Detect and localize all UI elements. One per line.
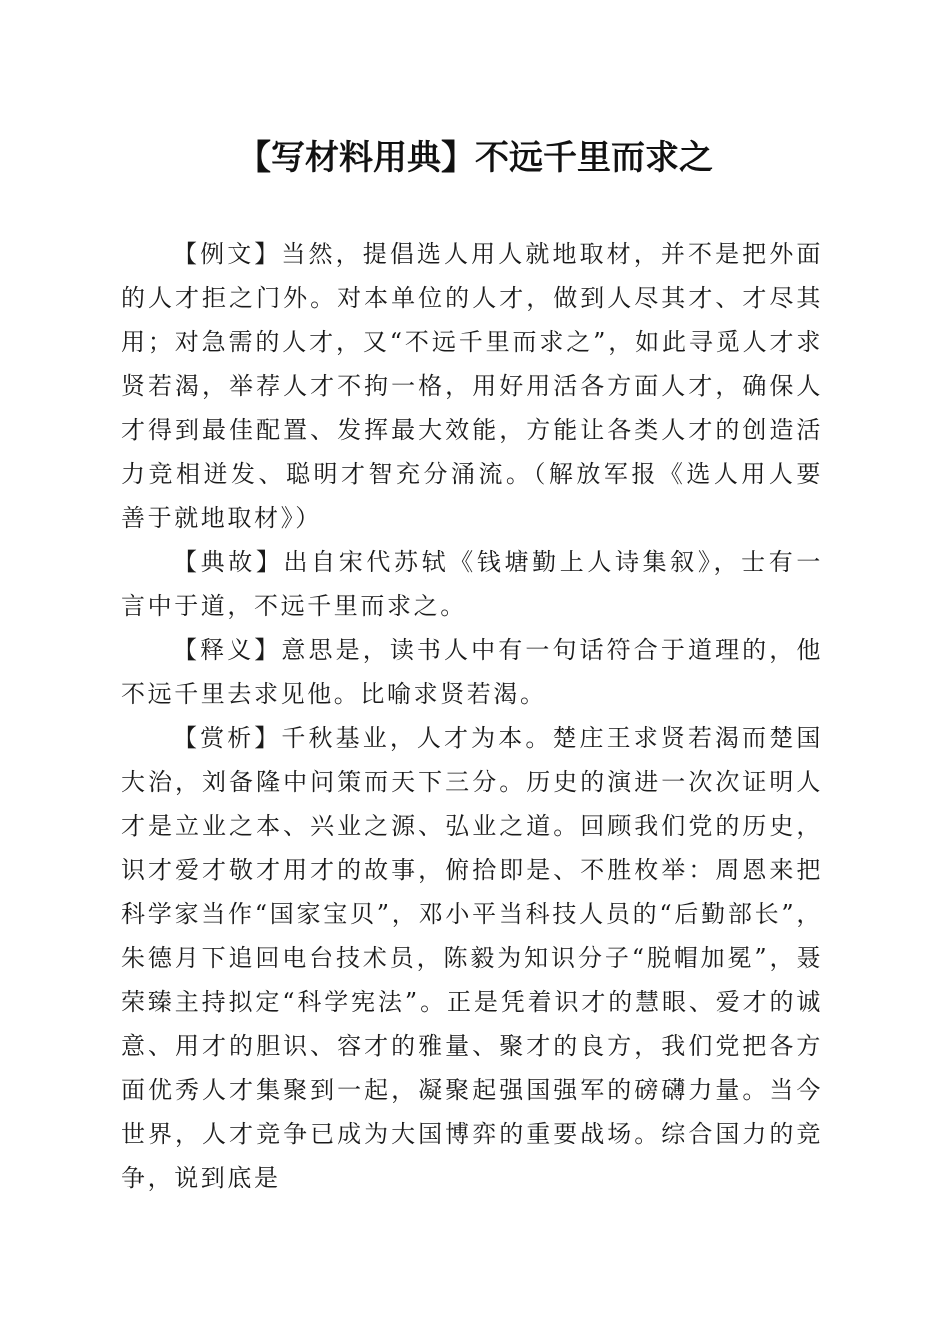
paragraph-meaning: 【释义】意思是，读书人中有一句话符合于道理的，他不远千里去求见他。比喻求贤若渴。 — [121, 636, 823, 708]
paragraph-appreciation: 【赏析】千秋基业，人才为本。楚庄王求贤若渴而楚国大治，刘备隆中问策而天下三分。历史的演进一次次证明人才是立业之本、兴业之源、弘业之道。回顾我们党的历史，识才爱才敬才用才的故事，俯拾即是、不胜枚举：周恩来把科学家当作“国家宝贝”，邓小平当科技人员的“后勤部长”，朱德月下追回电台技术员，陈毅为知识分子“脱帽加冕”，聂荣臻主持拟定“科学宪法”。正是凭着识才的慧眼、爱才的诚意、用才的胆识、容才的雅量、聚才的良方，我们党把各方面优秀人才集聚到一起，凝聚起强国强军的磅礴力量。当今世界，人才竞争已成为大国博弈的重要战场。综合国力的竞争，说到底是 — [121, 724, 823, 1192]
paragraph-allusion: 【典故】出自宋代苏轼《钱塘勤上人诗集叙》，士有一言中于道，不远千里而求之。 — [121, 548, 823, 620]
document-body — [121, 232, 823, 1200]
paragraph-example: 【例文】当然，提倡选人用人就地取材，并不是把外面的人才拒之门外。对本单位的人才，做到人尽其才、才尽其用；对急需的人才，又“不远千里而求之”，如此寻觅人才求贤若渴，举荐人才不拘一格，用好用活各方面人才，确保人才得到最佳配置、发挥最大效能，方能让各类人才的创造活力竞相迸发、聪明才智充分涌流。（解放军报《选人用人要善于就地取材》） — [121, 240, 823, 532]
document-title: 【写材料用典】不远千里而求之 — [237, 138, 713, 178]
